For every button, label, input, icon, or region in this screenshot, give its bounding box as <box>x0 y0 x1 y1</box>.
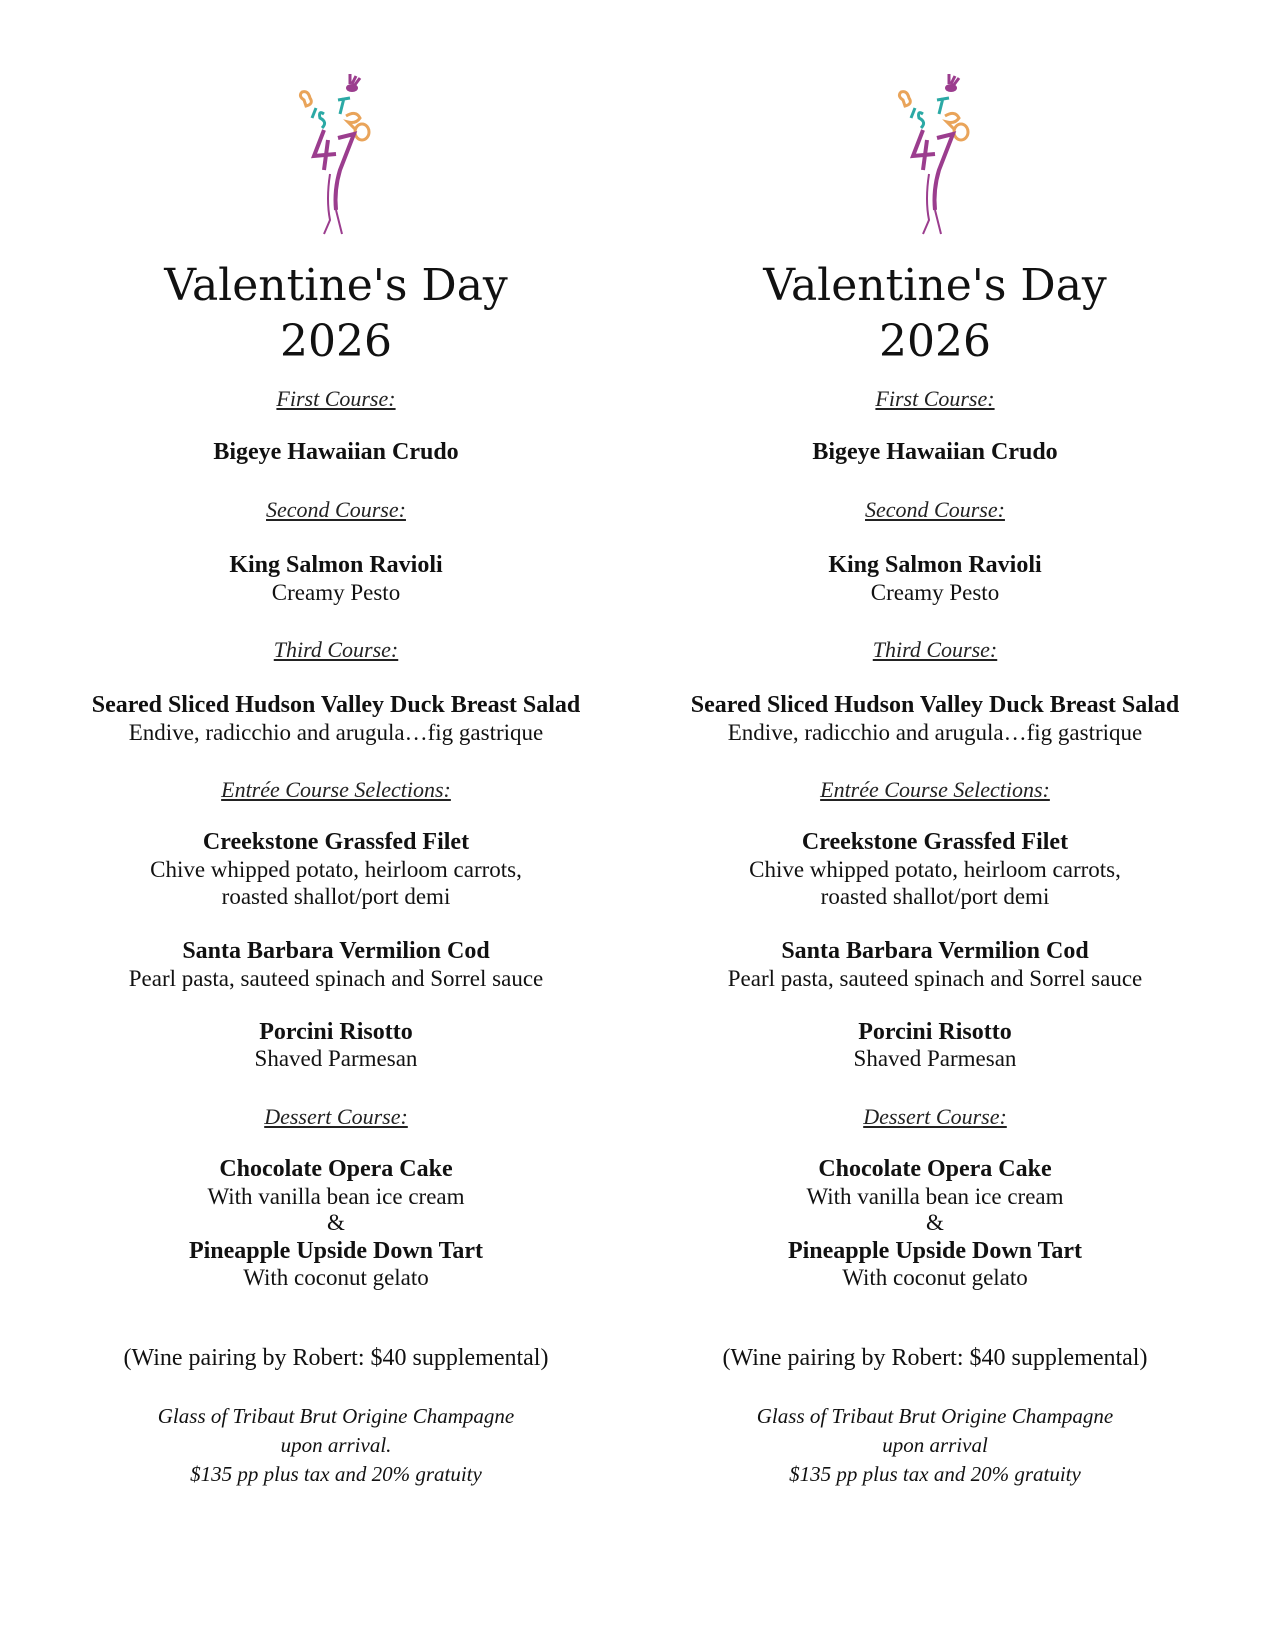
dessert-heading: Dessert Course: <box>264 1104 408 1129</box>
entree-2-dish: Santa Barbara Vermilion Cod <box>781 938 1089 964</box>
third-course-dish: Seared Sliced Hudson Valley Duck Breast Salad <box>690 692 1180 718</box>
entree-1-dish: Creekstone Grassfed Filet <box>801 829 1069 855</box>
entree-heading: Entrée Course Selections: <box>820 777 1050 802</box>
first-course-dish: Bigeye Hawaiian Crudo <box>812 439 1058 465</box>
dessert-2-desc: With coconut gelato <box>842 1265 1028 1290</box>
dessert-1-desc: With vanilla bean ice cream <box>806 1184 1064 1209</box>
menu-card-right <box>635 0 1235 1650</box>
title-line-2: 2026 <box>879 316 991 367</box>
dessert-heading: Dessert Course: <box>863 1104 1007 1129</box>
footer-line-1: Glass of Tribaut Brut Origine Champagne <box>157 1404 515 1428</box>
second-course-desc: Creamy Pesto <box>271 580 401 605</box>
dessert-1-desc: With vanilla bean ice cream <box>207 1184 465 1209</box>
second-course-heading: Second Course: <box>865 497 1005 522</box>
entree-1-desc-line-1: Chive whipped potato, heirloom carrots, <box>749 857 1121 882</box>
first-course-heading: First Course: <box>276 386 396 411</box>
entree-2-desc: Pearl pasta, sauteed spinach and Sorrel sauce <box>128 966 544 991</box>
entree-2-desc: Pearl pasta, sauteed spinach and Sorrel sauce <box>727 966 1143 991</box>
dessert-ampersand: & <box>926 1210 944 1235</box>
menu-card-left <box>36 0 636 1650</box>
dessert-2-dish: Pineapple Upside Down Tart <box>188 1238 484 1264</box>
title-line-2: 2026 <box>280 316 392 367</box>
entree-1-desc-line-2: roasted shallot/port demi <box>820 884 1050 909</box>
entree-1-dish: Creekstone Grassfed Filet <box>202 829 470 855</box>
dessert-2-desc: With coconut gelato <box>243 1265 429 1290</box>
second-course-dish: King Salmon Ravioli <box>229 552 443 578</box>
first-course-dish: Bigeye Hawaiian Crudo <box>213 439 459 465</box>
third-course-desc: Endive, radicchio and arugula…fig gastrique <box>128 720 544 745</box>
second-course-desc: Creamy Pesto <box>870 580 1000 605</box>
menu-title <box>635 258 1235 370</box>
third-course-dish: Seared Sliced Hudson Valley Duck Breast Salad <box>91 692 581 718</box>
dessert-ampersand: & <box>327 1210 345 1235</box>
entree-1-desc-line-1: Chive whipped potato, heirloom carrots, <box>150 857 522 882</box>
footer-line-3: $135 pp plus tax and 20% gratuity <box>190 1462 482 1486</box>
dessert-1-dish: Chocolate Opera Cake <box>818 1156 1052 1182</box>
footer-line-3: $135 pp plus tax and 20% gratuity <box>789 1462 1081 1486</box>
entree-1-desc-line-2: roasted shallot/port demi <box>221 884 451 909</box>
first-course-heading: First Course: <box>875 386 995 411</box>
entree-2-dish: Santa Barbara Vermilion Cod <box>182 938 490 964</box>
bistro-45-logo <box>294 70 378 240</box>
title-line-1: Valentine's Day <box>763 260 1107 311</box>
entree-3-dish: Porcini Risotto <box>858 1019 1012 1045</box>
footer-line-2: upon arrival <box>882 1433 988 1457</box>
entree-3-desc: Shaved Parmesan <box>254 1046 418 1071</box>
wine-pairing-note: (Wine pairing by Robert: $40 supplemental) <box>123 1345 549 1371</box>
dessert-1-dish: Chocolate Opera Cake <box>219 1156 453 1182</box>
third-course-heading: Third Course: <box>872 637 998 662</box>
title-line-1: Valentine's Day <box>164 260 508 311</box>
third-course-desc: Endive, radicchio and arugula…fig gastrique <box>727 720 1143 745</box>
entree-3-desc: Shaved Parmesan <box>853 1046 1017 1071</box>
wine-pairing-note: (Wine pairing by Robert: $40 supplemental) <box>722 1345 1148 1371</box>
second-course-heading: Second Course: <box>266 497 406 522</box>
second-course-dish: King Salmon Ravioli <box>828 552 1042 578</box>
third-course-heading: Third Course: <box>273 637 399 662</box>
menu-title <box>36 258 636 370</box>
dessert-2-dish: Pineapple Upside Down Tart <box>787 1238 1083 1264</box>
bistro-45-logo <box>893 70 977 240</box>
entree-3-dish: Porcini Risotto <box>259 1019 413 1045</box>
footer-line-2: upon arrival. <box>280 1433 392 1457</box>
entree-heading: Entrée Course Selections: <box>221 777 451 802</box>
footer-line-1: Glass of Tribaut Brut Origine Champagne <box>756 1404 1114 1428</box>
